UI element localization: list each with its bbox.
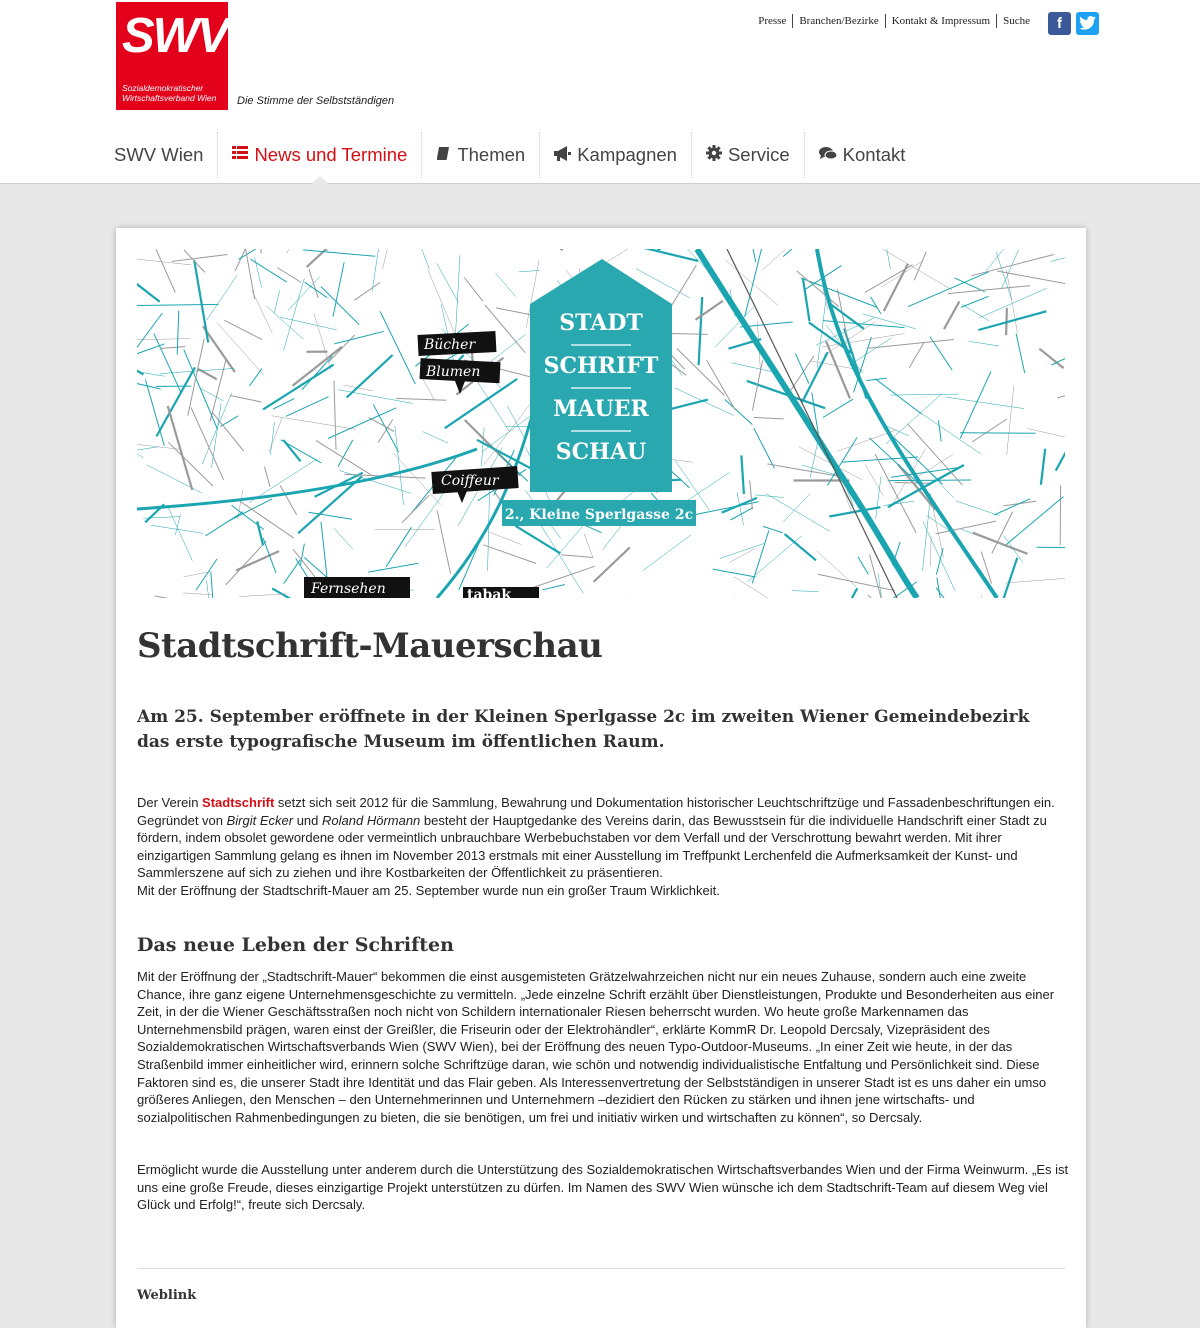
city-map-illustration	[137, 249, 1065, 598]
sign-buecher: Bücher	[423, 337, 476, 353]
logo-org-line1: Sozialdemokratischer	[122, 83, 216, 93]
logo-org-name	[122, 83, 216, 103]
nav-label: Themen	[457, 144, 525, 166]
nav-label: Service	[728, 144, 790, 166]
nav-news-und-termine[interactable]	[218, 132, 422, 178]
nav-kampagnen[interactable]	[540, 132, 692, 178]
hero-image	[137, 249, 1065, 598]
page-title: Stadtschrift-Mauerschau	[137, 626, 602, 666]
nav-label: SWV Wien	[114, 144, 203, 166]
top-links	[752, 14, 1036, 28]
sign-fernsehen: Fernsehen	[310, 581, 386, 597]
toplink-suche[interactable]: Suche	[996, 14, 1036, 28]
article-lead: Am 25. September eröffnete in der Kleinen Sperlgasse 2c im zweiten Wiener Gemeindebezirk das erste typografische Museum im öffentlichen Raum.	[137, 705, 1067, 755]
logo-org-line2: Wirtschaftsverband Wien	[122, 93, 216, 103]
sign-blumen: Blumen	[425, 364, 480, 380]
stadtschrift-link[interactable]: Stadtschrift	[202, 795, 274, 810]
paragraph-1	[137, 794, 1069, 900]
p1-text-c: Mit der Eröffnung der Stadtschrift-Mauer am 25. September wurde nun ein großer Traum Wirklichkeit.	[137, 883, 720, 898]
toplink-kontakt-impressum[interactable]: Kontakt & Impressum	[885, 14, 996, 28]
weblink-heading: Weblink	[137, 1288, 196, 1303]
nav-themen[interactable]	[422, 132, 540, 178]
site-header	[0, 0, 1200, 184]
founder-name-1: Birgit Ecker	[227, 813, 293, 828]
nav-swv-wien[interactable]	[100, 132, 218, 178]
house-line-4: SCHAU	[556, 439, 646, 465]
map-street	[895, 483, 929, 484]
nav-service[interactable]	[692, 132, 805, 178]
article-card	[116, 228, 1086, 1328]
address-label: 2., Kleine Sperlgasse 2c	[505, 507, 693, 523]
p1-text-b: besteht der Hauptgedanke des Vereins darin, das Bewusstsein für die individuelle Handschrift einer Stadt zu fördern, indem obsolet gewordene oder vermeintlich unbrauchbare Werbebuchstaben vor dem Verfall und der Verschrottung bewahrt werden. Mit ihrer einzigartigen Sammlung gelang es ihnen im November 2013 erstmals mit einer Ausstellung im Treffpunkt Lerchenfeld die Aufmerksamkeit der Kunst- und Sammlerszene auf sich zu ziehen und ihre Kostbarkeiten der Öffentlichkeit zu präsentieren.	[137, 813, 1047, 881]
toplink-branchen[interactable]: Branchen/Bezirke	[792, 14, 884, 28]
tagline: Die Stimme der Selbstständigen	[237, 95, 394, 107]
house-line-3: MAUER	[553, 396, 649, 422]
megaphone-icon	[554, 146, 571, 165]
main-nav	[100, 132, 919, 184]
list-icon	[232, 146, 248, 164]
founder-name-2: Roland Hörmann	[322, 813, 420, 828]
section-heading: Das neue Leben der Schriften	[137, 934, 454, 956]
p1-text-start: Der Verein	[137, 795, 202, 810]
comments-icon	[819, 146, 837, 165]
logo-brand: SWV	[122, 6, 228, 66]
nav-label: Kampagnen	[577, 144, 677, 166]
house-line-1: STADT	[559, 310, 643, 336]
book-icon	[436, 146, 451, 165]
gear-icon	[706, 145, 722, 165]
sign-coiffeur: Coiffeur	[441, 473, 500, 489]
nav-label: Kontakt	[843, 144, 906, 166]
divider	[137, 1268, 1065, 1269]
map-street	[960, 433, 1035, 434]
paragraph-2: Mit der Eröffnung der „Stadtschrift-Mauer“ bekommen die einst ausgemisteten Grätzelwahrzeichen nicht nur ein neues Zuhause, sondern auch eine zweite Chance, ihre ganz eigene Unternehmensgeschichte zu vermitteln. „Jede einzelne Schrift erzählt über Dienstleistungen, Produkte und Besonderheiten aus einer Zeit, in der die Wiener Geschäftsstraßen noch nicht von Schildern internationaler Riesen beherrscht wurden. Wo heute große Markennamen das Unternehmensbild prägen, waren einst der Greißler, die Friseurin oder der Elektrohändler“, erklärte KommR Dr. Leopold Dercsaly, Vizepräsident des Sozialdemokratischen Wirtschaftsverbands Wien (SWV Wien), bei der Eröffnung des neuen Typo-Outdoor-Museums. „In einer Zeit wie heute, in der das Straßenbild immer einheitlicher wird, erinnern solche Schriftzüge daran, wie schön und notwendig individualistische Entfaltung und Persönlichkeit sind. Diese Faktoren sind es, die unserer Stadt ihre Identität und das Flair geben. Als Interessenvertretung der Selbstständigen in unserer Stadt ist es uns daher ein umso größeres Anliegen, den Menschen – den Unternehmerinnen und Unternehmern –dezidiert den Rücken zu stärken und ihnen jene wirtschafts- und sozialpolitischen Rahmenbedingungen zu bieten, die sie benötigen, um frei und initiativ wirken und wirtschaften zu können“, so Dercsaly.	[137, 968, 1069, 1126]
toplink-presse[interactable]: Presse	[752, 14, 792, 28]
sign-tabak: tabak	[467, 587, 511, 598]
paragraph-3: Ermöglicht wurde die Ausstellung unter anderem durch die Unterstützung des Sozialdemokratischen Wirtschaftsverbandes Wien und der Firma Weinwurm. „Es ist uns eine große Freude, dieses einzigartige Projekt unterstützen zu dürfen. Im Namen des SWV Wien wünsche ich dem Stadtschrift-Team auf diesem Weg viel Glück und Erfolg!“, freute sich Dercsaly.	[137, 1161, 1069, 1214]
nav-label: News und Termine	[254, 144, 407, 166]
nav-kontakt[interactable]	[805, 132, 920, 178]
p1-text-a: setzt sich seit 2012 für die Sammlung, Bewahrung und Dokumentation historischer Leuchtschriftzüge und Fassadenbeschriftungen ein. Gegründet von	[137, 795, 1055, 828]
twitter-icon[interactable]	[1076, 12, 1099, 35]
p1-text-and: und	[293, 813, 322, 828]
facebook-icon[interactable]: f	[1048, 12, 1071, 35]
swv-logo[interactable]	[116, 2, 228, 110]
house-line-2: SCHRIFT	[544, 353, 659, 379]
